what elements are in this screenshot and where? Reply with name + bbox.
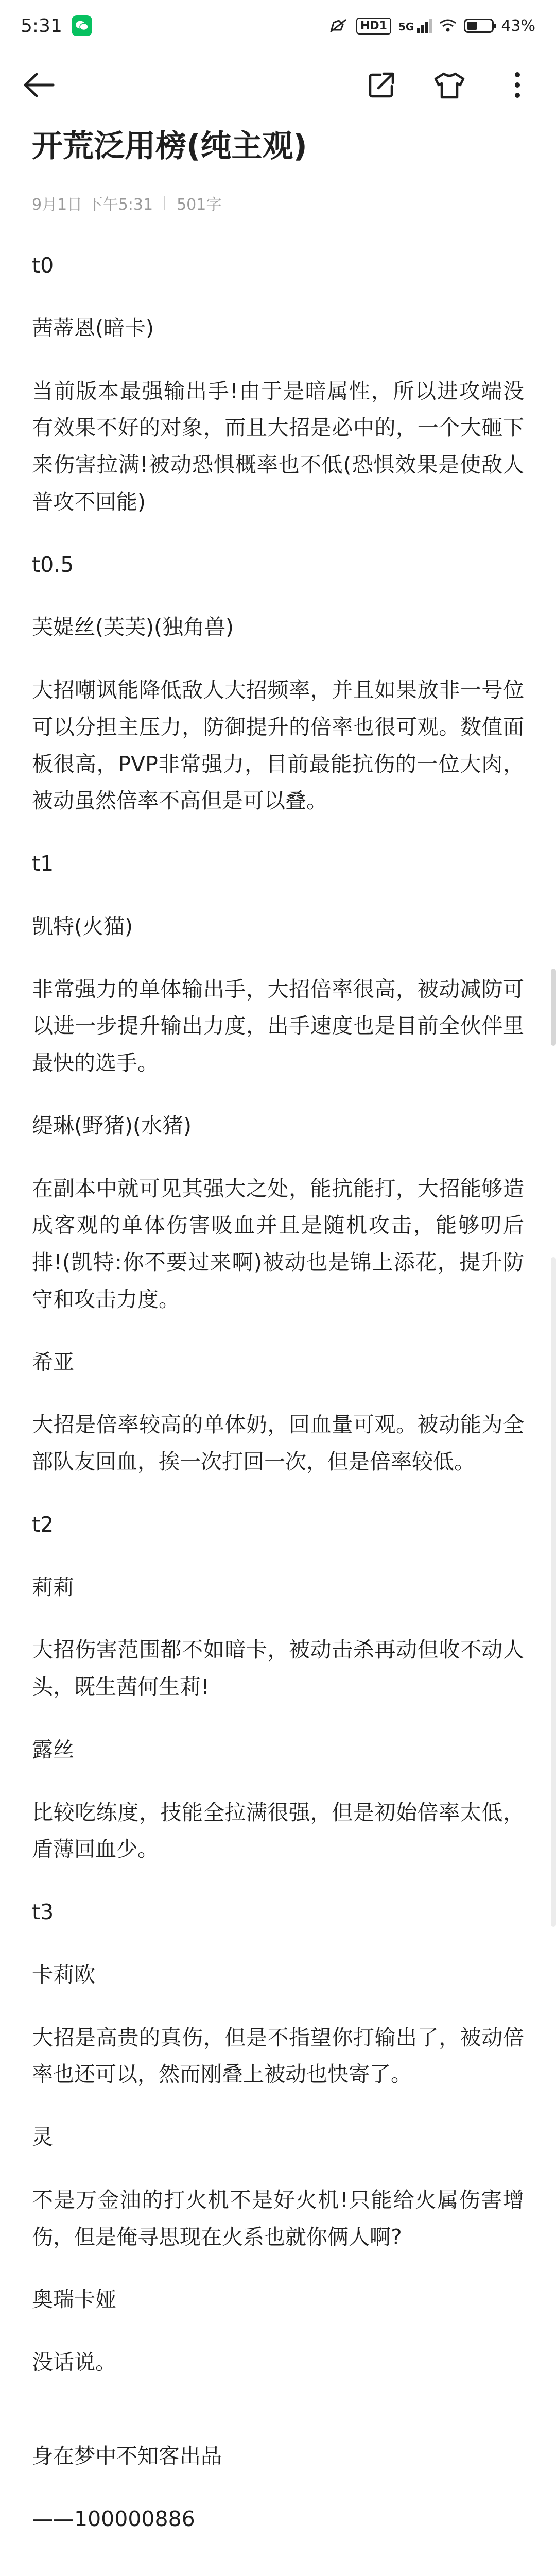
- network-label: 5G: [398, 21, 414, 33]
- battery-text: 43%: [501, 16, 535, 35]
- article-paragraph: 大招嘲讽能降低敌人大招频率，并且如果放非一号位可以分担主压力，防御提升的倍率也很可观。数值面板很高，PVP非常强力，目前最能抗伤的一位大肉，被动虽然倍率不高但是可以叠。: [32, 677, 524, 814]
- article-paragraph: t0.5: [32, 552, 74, 577]
- status-left: [21, 15, 92, 37]
- article-paragraph: 身在梦中不知客出品: [32, 2443, 222, 2468]
- article-paragraph: 大招是倍率较高的单体奶，回血量可观。被动能为全部队友回血，挨一次打回一次，但是倍率较低。: [32, 1412, 524, 1474]
- toolbar: [0, 52, 556, 118]
- article-paragraph: 比较吃练度，技能全拉满很强，但是初始倍率太低，盾薄回血少。: [32, 1800, 524, 1862]
- article-paragraph: 露丝: [32, 1737, 74, 1762]
- share-icon: [367, 71, 396, 99]
- page-title: 开荒泛用榜(纯主观): [32, 128, 307, 164]
- article-paragraph: 灵: [32, 2125, 53, 2149]
- article-paragraph: 奥瑞卡娅: [32, 2287, 116, 2312]
- theme-button[interactable]: [431, 67, 467, 103]
- scrollbar-track-mark: [551, 1257, 556, 1927]
- article-paragraph: ——100000886: [32, 2506, 195, 2531]
- article-paragraph: 凯特(火猫): [32, 913, 133, 939]
- article-meta: [32, 192, 221, 214]
- scrollbar-thumb[interactable]: [551, 969, 556, 1046]
- arrow-left-icon: [22, 72, 55, 98]
- article-paragraph: 茜蒂恩(暗卡): [32, 315, 154, 341]
- article-paragraph: t2: [32, 1512, 54, 1537]
- more-vertical-icon: [513, 71, 522, 99]
- article-paragraph: t1: [32, 851, 54, 876]
- share-button[interactable]: [363, 67, 399, 103]
- hd-indicator: HD1: [356, 18, 391, 35]
- article-paragraph: 希亚: [32, 1349, 74, 1375]
- article-paragraph: 当前版本最强输出手!由于是暗属性，所以进攻端没有效果不好的对象，而且大招是必中的，一个大砸下来伤害拉满!被动恐惧概率也不低(恐惧效果是使敌人普攻不回能): [32, 378, 524, 514]
- battery-fill: [467, 22, 477, 30]
- status-bar: [0, 0, 556, 52]
- article-paragraph: 不是万金油的打火机不是好火机!只能给火属伤害增伤，但是俺寻思现在火系也就你俩人啊?: [32, 2187, 524, 2249]
- paragraph-spacer: [32, 2407, 524, 2438]
- word-count: 501字: [177, 196, 222, 214]
- status-right: [328, 17, 535, 35]
- article-paragraph: 卡莉欧: [32, 1962, 95, 1987]
- article-paragraph: t3: [32, 1900, 54, 1924]
- article-body[interactable]: [32, 247, 524, 2563]
- more-button[interactable]: [499, 67, 535, 103]
- article-paragraph: 芙媞丝(芙芙)(独角兽): [32, 615, 234, 640]
- article-paragraph: t0: [32, 253, 54, 278]
- article-date: 9月1日 下午5:31: [32, 196, 153, 214]
- back-button[interactable]: [21, 67, 57, 103]
- article-paragraph: 没话说。: [32, 2350, 116, 2375]
- article-paragraph: 大招伤害范围都不如暗卡，被动击杀再动但收不动人头，既生茜何生莉!: [32, 1637, 524, 1699]
- article-paragraph: 莉莉: [32, 1574, 74, 1600]
- mute-icon: [328, 18, 349, 34]
- article-paragraph: 非常强力的单体输出手，大招倍率很高，被动减防可以进一步提升输出力度，出手速度也是目前全伙伴里最快的选手。: [32, 976, 524, 1075]
- tshirt-icon: [433, 71, 465, 99]
- network-indicator: [398, 19, 432, 33]
- wechat-icon: [72, 15, 92, 36]
- status-time: 5:31: [21, 15, 62, 37]
- signal-icon: [417, 19, 432, 33]
- meta-divider: [164, 196, 165, 210]
- wifi-icon: [439, 19, 457, 33]
- article-paragraph: 在副本中就可见其强大之处，能抗能打，大招能够造成客观的单体伤害吸血并且是随机攻击，能够叨后排!(凯特:你不要过来啊)被动也是锦上添花，提升防守和攻击力度。: [32, 1176, 524, 1312]
- battery-icon: [464, 19, 494, 33]
- article-paragraph: 大招是高贵的真伤，但是不指望你打输出了，被动倍率也还可以，然而刚叠上被动也快寄了。: [32, 2025, 524, 2087]
- article-paragraph: 缇琳(野猪)(水猪): [32, 1113, 192, 1138]
- toolbar-actions: [363, 67, 535, 103]
